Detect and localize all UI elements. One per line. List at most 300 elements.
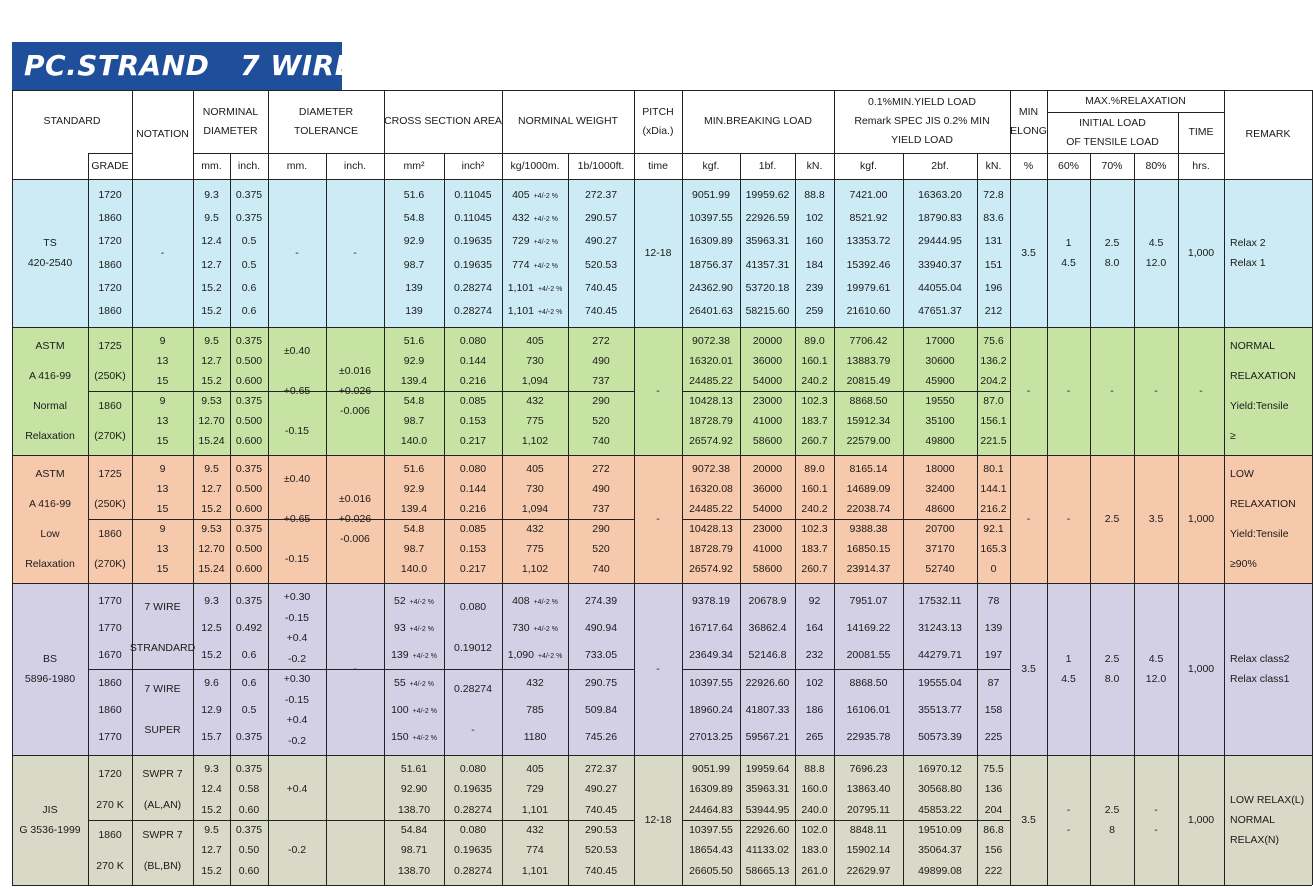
cell-ts-elong [1010, 183, 1047, 323]
header-pitch [634, 90, 682, 153]
astm_l-kg-value: 1,094 [521, 502, 549, 515]
bs-mm2-value: 52 +4/-2 % [393, 594, 434, 607]
header-tol-mm [268, 153, 326, 179]
header-time-text: TIME [1188, 126, 1214, 139]
bs-grade-value: 1860 [98, 676, 122, 689]
column-divider [132, 90, 133, 179]
bs-mm2-value: 139 +4/-2 % [391, 649, 437, 662]
column-divider [1224, 455, 1225, 583]
header-kn-text: kN. [806, 159, 823, 172]
jis-bkgf-value: 10397.55 [689, 824, 733, 837]
bs-inch2-value: 0.080 [459, 601, 487, 614]
astm_n-p70-value: - [1110, 384, 1114, 397]
astm_n-bkn-value: 260.7 [801, 434, 828, 447]
astm_l-bkgf-value: 9072.38 [692, 462, 730, 475]
astm_n-ykn-value: 204.2 [980, 374, 1007, 387]
astm_l-ylbf-value: 37170 [925, 542, 955, 555]
bs-blbf-value: 36862.4 [748, 621, 787, 634]
jis-blbf-value: 19959.64 [745, 763, 790, 776]
header-elong-text: MIN [1018, 105, 1039, 118]
column-divider [384, 90, 385, 179]
row-divider [682, 153, 834, 154]
ts-ykgf-value: 19979.61 [846, 281, 891, 294]
jis-bkgf-value: 24464.83 [689, 803, 733, 816]
astm_l-bkn-value: 240.2 [801, 502, 828, 515]
ts-notation-value: - [160, 246, 165, 259]
header-kg-text: kg/1000m. [510, 159, 560, 172]
bs-kg-value: 785 [526, 703, 544, 716]
cell-jis-p60 [1047, 759, 1090, 881]
astm_l-bkn-value: 260.7 [801, 562, 828, 575]
astm_l-ykn-value: 80.1 [983, 462, 1004, 475]
jis-ykgf-value: 22629.97 [846, 864, 891, 877]
jis-ykn-value: 222 [984, 864, 1003, 877]
astm_n-tmm-value: ±0.40 [283, 344, 311, 357]
astm_l-grade-value: 1860 [98, 527, 122, 540]
cell-jis-elong [1010, 759, 1047, 881]
astm_n-blbf-value: 58600 [752, 434, 783, 447]
astm_n-tinch-value: -0.006 [340, 405, 370, 418]
astm_l-kg-value: 730 [526, 482, 544, 495]
cell-astm_n-time [1178, 331, 1224, 451]
astm_l-ylbf-value: 52740 [925, 562, 955, 575]
ts-ylbf-value: 33940.37 [918, 258, 962, 271]
column-divider [1134, 153, 1135, 179]
astm_l-bkgf-value: 26574.92 [689, 562, 733, 575]
astm_n-ykgf-value: 15912.34 [846, 414, 891, 427]
header-nominal-weight [502, 90, 634, 153]
column-divider [1224, 583, 1225, 755]
astm_n-elong-value: - [1026, 384, 1031, 397]
jis-mm2-value: 98.71 [400, 844, 428, 857]
cell-bs-standard [12, 587, 88, 751]
row-divider [682, 669, 1010, 670]
jis-ykn-value: 204 [984, 803, 1003, 816]
ts-mm-value: 15.2 [201, 281, 222, 294]
astm_l-ylbf-value: 20700 [925, 522, 955, 535]
bs-notation-value: 7 WIRE [144, 601, 181, 614]
ts-inch2-value: 0.11045 [454, 188, 492, 201]
row-divider [88, 391, 634, 392]
ts-grade-value: 1860 [98, 305, 122, 318]
jis-inch-value: 0.58 [238, 783, 260, 796]
jis-grade-value: 270 K [96, 798, 124, 811]
jis-notation-value: (AL,AN) [143, 798, 182, 811]
astm_n-mm2-value: 51.6 [403, 334, 425, 347]
column-divider [1010, 755, 1011, 885]
weight-tolerance-mark: +4/-2 % [537, 309, 563, 317]
jis-ykgf-value: 7696.23 [849, 763, 888, 776]
column-divider [634, 179, 635, 327]
astm_n-notation-value: 15 [156, 434, 169, 447]
astm_l-ykn-value: 0 [990, 562, 997, 575]
column-divider [1134, 327, 1135, 455]
weight-tolerance-mark: +4/-2 % [533, 239, 558, 247]
astm_l-blbf-value: 58600 [752, 562, 783, 575]
bs-elong-value: 3.5 [1021, 662, 1036, 675]
jis-inch2-value: 0.28274 [454, 803, 492, 816]
bs-inch-value: 0.375 [235, 731, 263, 744]
astm_l-remark-value: ≥90% [1230, 557, 1257, 570]
bs-time-value: 1,000 [1187, 662, 1215, 675]
astm_l-standard-value: ASTM [35, 467, 65, 480]
ts-inch-value: 0.375 [235, 211, 263, 224]
jis-mm-value: 9.5 [204, 824, 219, 837]
cell-astm_l-time [1178, 459, 1224, 579]
astm_n-inch-value: 0.375 [235, 394, 263, 407]
column-divider [795, 153, 796, 179]
column-divider [193, 90, 194, 179]
astm_n-inch2-value: 0.144 [459, 354, 487, 367]
header-hrs [1178, 153, 1224, 179]
bs-remark-value: Relax class1 [1230, 673, 1290, 685]
astm_l-notation-value: 9 [159, 462, 166, 475]
cell-bs-elong [1010, 587, 1047, 751]
bs-tmm-value: +0.4 [286, 632, 308, 645]
ts-blbf-value: 58215.60 [745, 305, 790, 318]
row-divider [682, 820, 1010, 821]
ts-bkn-value: 88.8 [804, 188, 825, 201]
astm_n-remark-value: ≥ [1230, 429, 1236, 442]
column-divider [268, 90, 269, 179]
astm_n-inch-value: 0.600 [235, 434, 263, 447]
astm_n-grade-value: (270K) [94, 429, 126, 442]
astm_l-blbf-value: 36000 [752, 482, 783, 495]
astm_l-blbf-value: 54000 [752, 502, 783, 515]
cell-ts-kg [502, 183, 568, 323]
astm_l-time-value: 1,000 [1187, 512, 1215, 525]
jis-blbf-value: 58665.13 [745, 864, 790, 877]
astm_l-remark-value: RELAXATION [1230, 497, 1296, 510]
astm_n-pitch-value: - [656, 384, 660, 397]
ts-bkn-value: 102 [805, 211, 824, 224]
jis-inch-value: 0.60 [238, 803, 260, 816]
bs-inch-value: 0.5 [241, 703, 257, 716]
astm_l-ykgf-value: 9388.38 [849, 522, 888, 535]
astm_l-kg-value: 405 [526, 462, 544, 475]
bs-grade-value: 1670 [98, 649, 122, 662]
astm_n-mm-value: 12.7 [201, 354, 222, 367]
astm_l-mm2-value: 139.4 [400, 502, 428, 515]
ts-ykn-value: 151 [984, 258, 1003, 271]
column-divider [1010, 90, 1011, 179]
ts-kg-value: 774 +4/-2 % [512, 258, 558, 271]
bs-tmm-value: -0.15 [285, 611, 309, 624]
jis-mm-value: 9.3 [204, 763, 219, 776]
astm_n-inch2-value: 0.217 [459, 434, 487, 447]
bs-mm-value: 9.3 [204, 594, 219, 607]
column-divider [903, 153, 904, 179]
astm_l-lb-value: 737 [592, 502, 610, 515]
column-divider [568, 179, 569, 327]
bs-blbf-value: 41807.33 [745, 703, 790, 716]
cell-ts-blbf [740, 183, 795, 323]
column-divider [1134, 455, 1135, 583]
column-divider [132, 179, 133, 327]
jis-bkgf-value: 26605.50 [689, 864, 733, 877]
column-divider [740, 179, 741, 327]
jis-inch-value: 0.375 [235, 824, 263, 837]
header-nominal-diameter [193, 90, 268, 153]
header-grade-text: GRADE [91, 159, 129, 172]
astm_n-kg-value: 1,094 [521, 374, 549, 387]
cell-bs-remark [1224, 587, 1312, 751]
jis-mm2-value: 92.90 [400, 783, 428, 796]
bs-ykn-value: 158 [984, 703, 1003, 716]
jis-kg-value: 774 [526, 844, 544, 857]
ts-kg-value: 432 +4/-2 % [512, 211, 558, 224]
jis-blbf-value: 22926.60 [745, 824, 790, 837]
ts-blbf-value: 22926.59 [745, 211, 790, 224]
astm_l-standard-value: Low [40, 527, 60, 540]
ts-lb-value: 490.27 [584, 235, 618, 248]
astm_l-inch-value: 0.500 [235, 542, 263, 555]
header-lbf [740, 153, 795, 179]
ts-ylbf-value: 29444.95 [918, 235, 962, 248]
area-tolerance-mark: +4/-2 % [412, 707, 437, 715]
ts-kg-value: 729 +4/-2 % [512, 235, 558, 248]
header-ylbf-text: 2bf. [931, 159, 949, 172]
column-divider [1047, 179, 1048, 327]
header-yield-load-text: 0.1%MIN.YIELD LOAD [868, 96, 976, 109]
column-divider [1134, 583, 1135, 755]
header-pct-text: % [1023, 159, 1034, 172]
bs-kg-value: 730 +4/-2 % [512, 621, 558, 634]
ts-p80-value: 12.0 [1145, 257, 1167, 269]
astm_l-tinch-value: -0.006 [340, 533, 370, 546]
ts-inch2-value: 0.19635 [454, 258, 492, 271]
cell-ts-grade [88, 183, 132, 323]
header-diameter-tolerance [268, 90, 384, 153]
astm_n-ykgf-value: 20815.49 [846, 374, 891, 387]
header-pct [1010, 153, 1047, 179]
astm_n-kg-value: 405 [526, 334, 544, 347]
ts-blbf-value: 19959.62 [745, 188, 790, 201]
weight-tolerance-mark: +4/-2 % [533, 215, 558, 223]
header-notation-text: NOTATION [136, 128, 189, 141]
astm_n-standard-value: ASTM [35, 339, 65, 352]
astm_n-blbf-value: 36000 [752, 354, 783, 367]
column-divider [12, 583, 13, 755]
cell-bs-time [1178, 587, 1224, 751]
jis-ykgf-value: 15902.14 [846, 844, 891, 857]
weight-tolerance-mark: +4/-2 % [537, 653, 563, 661]
astm_n-blbf-value: 20000 [752, 334, 783, 347]
astm_l-mm-value: 15.24 [198, 562, 225, 575]
ts-inch-value: 0.6 [241, 305, 257, 318]
astm_n-tmm-value: +0.65 [283, 384, 311, 397]
column-divider [682, 90, 683, 179]
astm_n-kg-value: 432 [526, 394, 544, 407]
column-divider [1010, 327, 1011, 455]
weight-tolerance-mark: +4/-2 % [533, 625, 558, 633]
jis-ykn-value: 75.5 [983, 763, 1004, 776]
cell-astm_n-p70 [1090, 331, 1134, 451]
astm_n-mm2-value: 98.7 [403, 414, 425, 427]
astm_n-ylbf-value: 35100 [925, 414, 955, 427]
header-lb-text: 1b/1000ft. [577, 159, 625, 172]
column-divider [1178, 327, 1179, 455]
astm_l-tmm-value: -0.15 [285, 552, 309, 565]
bs-grade-value: 1770 [98, 731, 122, 744]
ts-mm-value: 9.5 [204, 211, 219, 224]
jis-remark-value: NORMAL [1230, 813, 1275, 826]
ts-kg-value: 405 +4/-2 % [512, 188, 558, 201]
row-divider [384, 153, 502, 154]
column-divider [834, 90, 835, 179]
cell-ts-bkn [795, 183, 834, 323]
ts-bkgf-value: 10397.55 [689, 211, 733, 224]
header-diameter-tolerance-text: DIAMETER TOLERANCE [294, 105, 358, 137]
column-divider [1224, 327, 1225, 455]
bs-p80-value: 4.5 [1148, 652, 1164, 665]
ts-remark-value: Relax 2 [1230, 236, 1266, 249]
astm_l-bkgf-value: 10428.13 [689, 522, 733, 535]
header-cross-section [384, 90, 502, 153]
bs-mm-value: 12.5 [201, 621, 222, 634]
bs-mm-value: 9.6 [204, 676, 219, 689]
column-divider [1047, 583, 1048, 755]
bs-mm-value: 15.7 [201, 731, 222, 744]
ts-mm2-value: 139 [405, 281, 423, 294]
ts-bkgf-value: 24362.90 [689, 281, 733, 294]
ts-ykn-value: 72.8 [983, 188, 1004, 201]
ts-ykgf-value: 8521.92 [849, 211, 888, 224]
header-lbf-text: 1bf. [758, 159, 777, 172]
bs-bkgf-value: 27013.25 [689, 731, 733, 744]
header-notation [132, 90, 193, 179]
bs-inch2-value: 0.19012 [454, 642, 492, 655]
header-relaxation-text: MAX.%RELAXATION [1085, 94, 1186, 107]
header-yield-load [834, 90, 1010, 153]
header-80-text: 80% [1145, 159, 1167, 172]
astm_n-inch-value: 0.375 [235, 334, 263, 347]
cell-ts-mm2 [384, 183, 444, 323]
cell-jis-pitch [634, 759, 682, 881]
cell-jis-p80 [1134, 759, 1178, 881]
bs-grade-value: 1860 [98, 703, 122, 716]
column-divider [977, 179, 978, 327]
jis-kg-value: 432 [526, 824, 544, 837]
astm_n-kg-value: 1,102 [521, 434, 549, 447]
row-divider [1047, 153, 1178, 154]
cell-astm_l-p70 [1090, 459, 1134, 579]
header-hrs-text: hrs. [1192, 159, 1210, 172]
bs-inch-value: 0.6 [241, 676, 257, 689]
astm_l-inch2-value: 0.085 [459, 522, 487, 535]
astm_l-p80-value: 3.5 [1148, 512, 1164, 525]
cell-ts-ylbf [903, 183, 977, 323]
astm_n-ykn-value: 75.6 [983, 334, 1004, 347]
bs-inch-value: 0.375 [235, 594, 263, 607]
column-divider [444, 153, 445, 179]
cell-astm_n-pitch [634, 331, 682, 451]
astm_l-inch2-value: 0.216 [459, 502, 487, 515]
astm_l-inch-value: 0.600 [235, 502, 263, 515]
astm_l-mm2-value: 140.0 [400, 562, 428, 575]
astm_l-mm-value: 9.53 [201, 522, 222, 535]
astm_n-kg-value: 775 [526, 414, 544, 427]
header-mm2-text: mm² [403, 159, 425, 172]
ts-lb-value: 290.57 [584, 211, 618, 224]
astm_l-blbf-value: 41000 [752, 542, 783, 555]
astm_n-bkn-value: 89.0 [804, 334, 825, 347]
header-breaking-load-text: MIN.BREAKING LOAD [704, 115, 812, 128]
astm_l-standard-value: Relaxation [25, 557, 75, 570]
row-divider [682, 391, 1010, 392]
astm_n-notation-value: 9 [159, 334, 166, 347]
bs-lb-value: 274.39 [584, 594, 618, 607]
ts-mm-value: 15.2 [201, 305, 222, 318]
astm_l-inch2-value: 0.217 [459, 562, 487, 575]
jis-ylbf-value: 49899.08 [918, 864, 962, 877]
ts-mm2-value: 54.8 [403, 211, 425, 224]
column-divider [12, 179, 13, 327]
ts-inch-value: 0.5 [241, 235, 257, 248]
astm_n-bkgf-value: 10428.13 [689, 394, 733, 407]
bs-inch-value: 0.492 [235, 621, 263, 634]
astm_n-remark-value: Yield:Tensile [1230, 399, 1289, 412]
ts-elong-value: 3.5 [1021, 246, 1036, 259]
header-initial-load [1047, 112, 1178, 153]
bs-mm2-value: 93 +4/-2 % [393, 621, 434, 634]
header-mm2 [384, 153, 444, 179]
ts-lb-value: 520.53 [584, 258, 618, 271]
astm_l-grade-value: 1725 [98, 467, 122, 480]
column-divider [1090, 179, 1091, 327]
jis-lb-value: 740.45 [584, 803, 618, 816]
astm_l-notation-value: 13 [156, 482, 169, 495]
bs-blbf-value: 22926.60 [745, 676, 790, 689]
jis-remark-value: LOW RELAX(L) [1230, 793, 1305, 806]
jis-mm-value: 12.7 [201, 844, 222, 857]
ts-inch-value: 0.5 [241, 258, 257, 271]
header-nominal-weight-text: NORMINAL WEIGHT [518, 115, 618, 128]
column-divider [384, 179, 385, 327]
header-nominal-diameter-text: DIAMETER [203, 124, 258, 137]
astm_n-inch2-value: 0.216 [459, 374, 487, 387]
jis-bkn-value: 160.0 [801, 783, 828, 796]
astm_l-ykgf-value: 8165.14 [849, 462, 888, 475]
astm_l-bkn-value: 102.3 [801, 522, 828, 535]
ts-ykgf-value: 7421.00 [849, 188, 888, 201]
astm_l-inch-value: 0.375 [235, 522, 263, 535]
bs-p70-value: 2.5 [1104, 652, 1120, 665]
ts-inch2-value: 0.11045 [454, 211, 492, 224]
bs-mm2-value: 55 +4/-2 % [393, 676, 434, 689]
ts-standard-value: 420-2540 [27, 257, 73, 269]
astm_l-inch2-value: 0.080 [459, 462, 487, 475]
column-divider [12, 755, 13, 885]
jis-mm-value: 12.4 [201, 783, 222, 796]
jis-grade-value: 270 K [96, 859, 124, 872]
bs-mm-value: 12.9 [201, 703, 222, 716]
bs-bkn-value: 164 [805, 621, 824, 634]
bs-lb-value: 490.94 [584, 621, 618, 634]
astm_n-kg-value: 730 [526, 354, 544, 367]
jis-p70-value: 2.5 [1104, 803, 1120, 816]
page-title: PC.STRAND 7 WIRE [12, 42, 342, 90]
astm_l-mm-value: 12.70 [198, 542, 225, 555]
jis-tmm-value: -0.2 [287, 844, 307, 857]
bs-notation-value: SUPER [144, 724, 181, 737]
astm_l-inch2-value: 0.153 [459, 542, 487, 555]
ts-ykn-value: 196 [984, 281, 1003, 294]
astm_l-mm2-value: 51.6 [403, 462, 425, 475]
column-divider [1090, 755, 1091, 885]
ts-ylbf-value: 44055.04 [918, 281, 962, 294]
column-divider [977, 153, 978, 179]
